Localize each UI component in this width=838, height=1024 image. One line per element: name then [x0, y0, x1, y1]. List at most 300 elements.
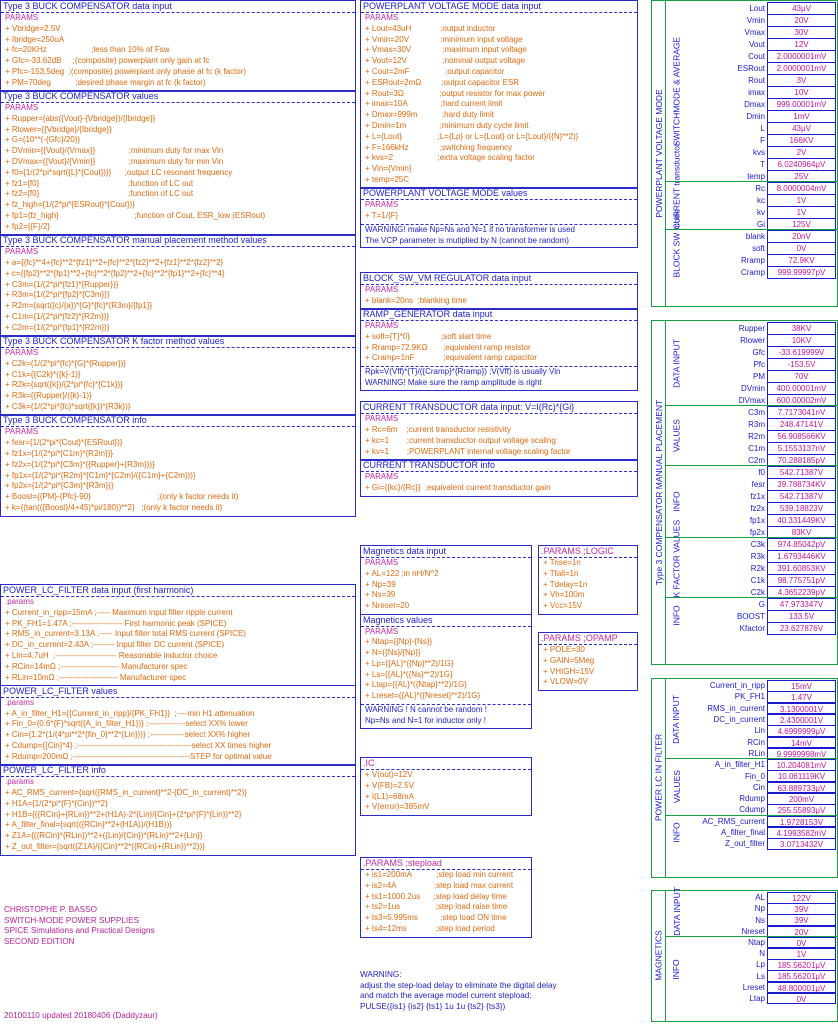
param-box [360, 308, 638, 391]
variable-label: Lout [749, 3, 765, 13]
variable-value: 391.60853KV [767, 562, 836, 575]
variable-value: 1.47V [767, 691, 836, 703]
param-line: + R2m={sqrt({c}/{a})*{G}*{fc}*{R3m}/{fp1}} [5, 301, 153, 311]
variable-label: R2k [750, 563, 765, 573]
param-box [0, 335, 356, 416]
param-line: + Tfall=1n [543, 568, 579, 578]
variable-value: 0V [767, 993, 836, 1005]
variable-label: R3k [750, 551, 765, 561]
param-line: + soft={T}*0} ;soft start time [365, 331, 492, 341]
param-line: + AL=122 ;in nH/N^2 [365, 568, 439, 578]
param-line: PARAMS [5, 427, 39, 437]
param-line: + ts4=12ms ;step load period [365, 923, 495, 933]
param-box-title: Type 3 BUCK COMPENSATOR data input [1, 1, 355, 13]
variable-value: 3.0713432V [767, 838, 836, 850]
param-line: + Boost={{PM}-{Pfc}-90} ;(only k factor needs it) [5, 492, 239, 502]
variable-value: 70.288185pV [767, 454, 836, 467]
variable-value: 2.4300001V [767, 714, 836, 726]
param-line: PARAMS [365, 285, 399, 294]
param-box-title: RAMP_GENERATOR data input [361, 309, 637, 321]
param-box [360, 272, 638, 310]
variable-label: RLin [748, 748, 765, 758]
group-label: VALUES [671, 770, 682, 804]
variable-label: AL [755, 893, 765, 903]
variable-value: 14mV [767, 737, 836, 749]
variable-label: Vmax [744, 27, 765, 37]
variable-value: 600.00002mV [767, 394, 836, 407]
param-line: PARAMS [5, 247, 39, 257]
param-line: + Vmax=30V ;maximum input voltage [365, 45, 527, 55]
variable-label: fp1x [749, 515, 765, 525]
param-box [360, 0, 638, 189]
panel-divider [665, 0, 666, 307]
variable-label: Rlower [740, 335, 765, 345]
param-line: + Dmin=1m ;minimum duty cycle limit [365, 120, 529, 130]
stepload-warning-text: adjust the step-load delay to eliminate the digital delay [360, 980, 557, 990]
variable-label: DVmax [738, 395, 765, 405]
variable-label: AC_RMS_current [702, 816, 765, 826]
variable-value: 15mV [767, 680, 836, 692]
variable-label: imax [748, 87, 765, 97]
variable-value: 400.00001mV [767, 382, 836, 395]
variable-value: 9.9999998mV [767, 748, 836, 760]
param-line: + C3m={1/(2*pi*{fz1}*{Rupper})} [5, 279, 119, 289]
variable-value: 2.0000001mV [767, 50, 836, 63]
variable-value: 7.7173041nV [767, 406, 836, 419]
param-line: + Cdump={{Cin}*4} ;-------------------------------------------select XX times higher [5, 741, 272, 751]
param-line: + DC_in_current=2.43A ;-------- Input filter DC current (SPICE) [5, 640, 225, 650]
param-line: + V(FB)=2.5V [365, 780, 414, 790]
variable-label: C3k [750, 539, 765, 549]
param-block [1, 103, 355, 235]
panel-divider [665, 890, 666, 1022]
group-label: BLOCK SW mode [671, 209, 682, 278]
param-line: + V(error)=385mV [365, 802, 430, 812]
param-line: + Fin_0={0.6*{F}*sqrt({A_in_filter_H1})} ;--------------select XX% lower [5, 719, 248, 729]
param-box-title: Type 3 BUCK COMPENSATOR manual placement method values [1, 235, 355, 247]
variable-value: 185.56201μV [767, 970, 836, 982]
stepload-warning-text: PULSE({is1} {is2} {ts1} 1u 1u {ts2} {ts3}) [360, 1001, 506, 1011]
variable-value: 39V [767, 903, 836, 915]
param-line: PARAMS [365, 200, 399, 210]
param-line: + temp=25C [365, 174, 410, 184]
variable-value: 2V [767, 146, 836, 159]
param-box-title: Type 3 BUCK COMPENSATOR info [1, 415, 355, 427]
variable-value: 25V [767, 170, 836, 183]
variable-label: A_in_filter_H1 [714, 760, 765, 770]
param-line: WARNING! Make sure the ramp amplitude is right [365, 378, 542, 388]
param-line: + k={(tan(({Boost}/4+45)*pi/180))**2} ;(only k factor needs it) [5, 502, 223, 512]
variable-value: 1.6793446KV [767, 550, 836, 563]
param-line: + Vout=12V ;nominal output voltage [365, 56, 526, 66]
variable-label: R2m [748, 431, 765, 441]
param-block [361, 472, 637, 496]
logic-params-box [538, 545, 638, 615]
panel-title: MAGNETICS [653, 930, 664, 981]
param-line: + fz2={f0} ;function of LC out [5, 189, 194, 199]
param-line: + fz1={f0} ;function of LC out [5, 178, 194, 188]
param-line: + C2k={1/(2*pi*{fc}*{G}*{Rupper})} [5, 358, 126, 368]
variable-value: 20V [767, 926, 836, 938]
variable-label: Z_out_filter [724, 839, 765, 849]
param-line: + blank=20ns ;blanking time [365, 295, 467, 305]
variable-value: 1mV [767, 110, 836, 123]
variable-label: PM [753, 371, 765, 381]
param-box-title: POWER_LC_FILTER info [1, 765, 355, 777]
param-line: .params [5, 777, 34, 787]
variable-value: 40.331449KV [767, 514, 836, 527]
param-box [0, 685, 356, 766]
footer-text: 20100110 updated 20180406 (Daddyzaur) [4, 1011, 158, 1020]
variable-value: 63.889733μV [767, 782, 836, 794]
param-block [361, 225, 637, 249]
variable-value: 0V [767, 937, 836, 949]
param-line: WARNING! make Np=Ns and N=1 if no transformer is used [365, 224, 575, 234]
param-line: + Z_out_filter={sqrt({Z1A}/({Cin}**2*({RCin}+{RLin})**2))} [5, 841, 205, 851]
param-line: PARAMS [365, 558, 399, 567]
variable-label: PK_FH1 [734, 692, 765, 702]
param-line: + H1B={({RCin}+{RLin})**2+(H1A)-2*{Lin}/{Cin}+(2*pi*{F}*{Lin})**2} [5, 809, 242, 819]
variable-label: fesr [751, 479, 765, 489]
variable-label: Current_in_ripp [709, 681, 765, 691]
variable-value: 56.908566KV [767, 430, 836, 443]
variable-label: Ns [755, 915, 765, 925]
variable-value: 4.1993582mV [767, 827, 836, 839]
param-line: + Ltap={{AL}*({Ntap}**2)/1G} [365, 680, 467, 690]
group-label: INFO [671, 959, 682, 981]
param-line: + fz_high={1/(2*pi*{ESRout}*{Cout})} [5, 200, 135, 210]
variable-label: DVmin [740, 383, 765, 393]
param-line: + kc=1 ;current transductor output voltage scaling [365, 435, 556, 445]
param-box-title: Type 3 BUCK COMPENSATOR values [1, 91, 355, 103]
param-box-title: POWER_LC_FILTER data input (first harmonic) [1, 585, 355, 597]
param-box-title: .PARAMS ;OPAMP [539, 633, 637, 645]
variable-value: 3V [767, 74, 836, 87]
stepload-warning-text: and match the average model current stepload: [360, 991, 532, 1001]
variable-value: 48.800001μV [767, 982, 836, 994]
variable-label: Rc [755, 183, 765, 193]
param-line: + VHIGH=15V [543, 666, 595, 676]
param-line: + RLin=10mΩ ;---------------------- Manufacturer spec [5, 672, 187, 682]
variable-label: T [760, 159, 765, 169]
param-line: + V(out)=12V [365, 770, 413, 779]
panel-title: POWER LC IN FILTER [653, 733, 664, 822]
variable-label: Rdump [739, 794, 765, 804]
group-label: CURRENT transductor [671, 143, 682, 230]
param-line: Rpk=V(Vff)*{T}/({Cramp}*{Rramp}) ;V(Vff) is usually Vin [365, 367, 561, 377]
variable-label: C1k [750, 575, 765, 585]
param-line: + L={Lout} ;L={Lp} or L={Lout} or L={Lout}/({N}**2)} [365, 131, 579, 141]
param-line: + DVmin={{Vout}/{Vmax}} ;minimum duty for max Vin [5, 146, 224, 156]
variable-value: 43μV [767, 2, 836, 15]
param-line: PARAMS [5, 13, 39, 22]
param-line: + Pfc=-153.5deg ;(composite) powerplant only phase at fc (k factor) [5, 66, 247, 76]
param-line: + POLE=30 [543, 645, 585, 654]
param-line: + R3m={1/(2*pi*{fp2}*{C3m})} [5, 290, 110, 300]
param-line: + ts2=1us ;step load raise time [365, 902, 508, 912]
variable-label: Cout [748, 51, 765, 61]
param-block [361, 321, 637, 367]
param-line: .params [5, 597, 34, 606]
variable-label: Ls [756, 971, 765, 981]
variable-value: 999.00001mV [767, 98, 836, 111]
param-line: + Cramp=1nF ;equivalent ramp capacitor [365, 353, 538, 363]
param-line: + A_in_filter_H1={{Current_in_ripp}/{PK_FH1}} ;----min H1 attenuation [5, 708, 255, 718]
variable-value: 133.5V [767, 610, 836, 623]
variable-value: 542.71387V [767, 466, 836, 479]
param-line: + Vcc=15V [543, 601, 583, 611]
param-line: PARAMS [365, 13, 399, 22]
param-line: + Rc=6m ;current transductor resistivity [365, 425, 511, 435]
group-label: SWITCHMODE & AVERAGE [671, 36, 682, 147]
variable-label: Cin [752, 782, 765, 792]
param-line: + C1k={{C2k}*({k}-1)} [5, 369, 81, 379]
variable-value: 47.973347V [767, 598, 836, 611]
variable-label: Gi [757, 219, 765, 229]
variable-label: Pfc [753, 359, 765, 369]
param-block [1, 13, 355, 91]
variable-label: C2m [748, 455, 765, 465]
stepload-warning-text: WARNING: [360, 970, 402, 979]
param-line: + Cout=2mF ;output capacitor [365, 66, 505, 76]
param-line: + T=1/{F} [365, 211, 399, 221]
variable-label: fz1x [750, 491, 765, 501]
variable-label: C3m [748, 407, 765, 417]
variable-label: G [758, 599, 765, 609]
variable-value: 39V [767, 914, 836, 926]
param-line: PARAMS [365, 321, 399, 331]
param-line: + ts1=1000.2us ;step load delay time [365, 891, 507, 901]
param-line: + Tdelay=1n [543, 579, 588, 589]
param-box-title: CURRENT TRANSDUCTOR info [361, 460, 637, 472]
param-box [360, 614, 532, 729]
param-line: + A_filter_final={sqrt(({RCin}**2+(H1A))/(H1B))} [5, 820, 172, 830]
param-line: + is1=200mA ;step load min current [365, 870, 514, 879]
param-line: + C2m={1/(2*pi*{fp1}*{R2m})} [5, 322, 110, 332]
variable-value: 12V [767, 38, 836, 51]
variable-value: 20nV [767, 230, 836, 243]
variable-value: 4.6999999μV [767, 725, 836, 737]
variable-label: F [760, 135, 765, 145]
variable-label: RMS_in_current [707, 703, 765, 713]
variable-value: 39.788734KV [767, 478, 836, 491]
group-label: K FACTOR VALUES [671, 519, 682, 598]
param-line: + Nreset=20 [365, 601, 410, 611]
param-line: + PM=70deg ;desired phase margin at fc (k factor) [5, 77, 206, 87]
param-line: WARNING ! N cannot be random ! [365, 705, 487, 715]
param-line: The VCP parameter is mutiplied by N (cannot be random) [365, 235, 569, 245]
variable-value: 1.9728153V [767, 816, 836, 828]
variable-value: 98.775751pV [767, 574, 836, 587]
variable-label: ESRout [737, 63, 765, 73]
param-line: PARAMS [365, 414, 399, 424]
param-box [0, 0, 356, 92]
param-line: + fp2={{F}/2} [5, 221, 50, 231]
variable-value: 30V [767, 26, 836, 39]
variable-label: Lreset [742, 982, 765, 992]
param-block [1, 348, 355, 415]
variable-value: 43μV [767, 122, 836, 135]
param-line: + N={{Ns}/{Np}} [365, 648, 421, 658]
variable-label: C1m [748, 443, 765, 453]
variable-label: C2k [750, 587, 765, 597]
param-box [0, 764, 356, 856]
ic-params-box [360, 757, 532, 816]
group-label: DATA INPUT [671, 339, 682, 388]
group-label: DATA INPUT [671, 694, 682, 744]
param-line: + Rdump=200mΩ ;--------------------------------------------STEP for optimal value [5, 751, 272, 761]
param-line: + Dmax=999m ;hard duty limit [365, 110, 494, 120]
param-box [0, 234, 356, 336]
variable-label: BOOST [736, 611, 765, 621]
param-block [361, 414, 637, 459]
variable-label: Cdump [739, 805, 765, 815]
variable-value: -33.619999V [767, 346, 836, 359]
variable-label: Np [754, 904, 765, 914]
param-line: PARAMS [365, 626, 399, 636]
param-line: + Lout=43uH ;output inductor [365, 23, 496, 33]
param-line: + fz1x={1/(2*pi*{C1m}*{R2m})} [5, 448, 114, 458]
variable-value: 10.204081mV [767, 759, 836, 771]
variable-label: L [760, 123, 765, 133]
param-line: + a={{fc}**4+{fc}**2*{fz1}**2+{fc}**2*{fz2}**2+{fz1}**2*{fz2}**2} [5, 257, 224, 267]
variable-value: 10.061119KV [767, 770, 836, 782]
param-line: + DVmax={{Vout}/{Vmin}} ;maximum duty for min Vin [5, 157, 224, 167]
variable-label: f0 [758, 467, 765, 477]
variable-value: 999.99997pV [767, 266, 836, 279]
variable-value: 10KV [767, 334, 836, 347]
param-line: + Ns=39 [365, 590, 396, 600]
param-block [361, 285, 637, 309]
param-line: + Vmin=20V ;minimum input voltage [365, 34, 523, 44]
variable-label: Ltap [749, 993, 765, 1003]
variable-label: N [759, 949, 765, 959]
param-block [361, 627, 531, 706]
param-block [1, 777, 355, 855]
variable-value: 539.18823V [767, 502, 836, 515]
param-line: + GAIN=5Meg [543, 655, 595, 665]
variable-label: temp [747, 171, 765, 181]
param-line: + fc=20KHz ;less than 10% of Fsw [5, 45, 170, 55]
variable-label: Dmax [744, 99, 765, 109]
variable-value: 10V [767, 86, 836, 99]
variable-label: DC_in_current [713, 715, 765, 725]
variable-label: kc [757, 195, 765, 205]
panel-title: POWERPLANT VOLTAGE MODE [653, 88, 664, 218]
variable-value: 542.71387V [767, 490, 836, 503]
variable-value: -153.5V [767, 358, 836, 371]
variable-label: soft [752, 243, 765, 253]
variable-label: Gfc [752, 347, 765, 357]
stepload-params-box [360, 857, 532, 938]
param-line: + Z1A={({RCin}*{RLin})**2+({Lin}/{Cin})*{RLin}**2+{Lin}} [5, 831, 203, 841]
author-text: CHRISTOPHE P. BASSO [4, 905, 97, 914]
param-box [0, 414, 356, 516]
variable-value: 6.0240964μV [767, 158, 836, 171]
param-box [360, 545, 532, 615]
param-line: + Ibridge=250uA [5, 34, 65, 44]
param-line: + G={10**(-{Gfc}/20)} [5, 135, 81, 145]
variable-value: 122V [767, 892, 836, 904]
param-box-title: .IC [361, 758, 531, 770]
variable-label: RCin [747, 737, 765, 747]
param-line: + Gi={{kc}/{Rc}} ;equivalent current transductor gain [365, 482, 551, 492]
variable-value: 1V [767, 948, 836, 960]
variable-value: 1V [767, 206, 836, 219]
variable-value: 200mV [767, 793, 836, 805]
variable-label: Nreset [741, 926, 765, 936]
param-box-title: POWERPLANT VOLTAGE MODE values [361, 188, 637, 200]
param-block [1, 247, 355, 335]
author-text: SPICE Simulations and Practical Designs [4, 926, 155, 936]
param-line: + Rlower={{Vbridge}/{Ibridge}} [5, 124, 112, 134]
param-line: + I(L1)=68mA [365, 791, 414, 801]
param-line: + Rout=3Ω ;output resistor for max power [365, 88, 546, 98]
param-line: + VLOW=0V [543, 677, 588, 687]
param-box-title: .PARAMS ;LOGIC [539, 546, 637, 558]
variable-label: Lp [756, 960, 765, 970]
param-line: + Vh=100m [543, 590, 585, 600]
param-line: + Lp={{AL}*({Np}**2)/1G} [365, 658, 454, 668]
param-line: + Ls={{AL}*({Ns}**2)/1G} [365, 669, 453, 679]
param-line: PARAMS [5, 103, 39, 113]
param-line: + C3k={1/(2*pi*{fc}*sqrt({k})*{R3k})} [5, 402, 131, 412]
param-line: + Cin={1.2*(1/(4*pi**2*{fin_0}**2*{Lin}))} ;-------------select XX% higher [5, 730, 250, 740]
param-line: PARAMS [365, 472, 399, 482]
param-box [0, 584, 356, 686]
param-line: + fz2x={1/(2*pi*{C3m}*({Rupper}+{R3m}))} [5, 459, 155, 469]
param-line: + PK_FH1=1.47A ;------------------- First harmonic peak (SPICE) [5, 618, 227, 628]
param-box-title: BLOCK_SW_VM REGULATOR data input [361, 273, 637, 285]
variable-value: 2.0000001mV [767, 62, 836, 75]
param-line: Np=Ns and N=1 for inductor only ! [365, 715, 486, 725]
variable-label: Cramp [740, 267, 765, 277]
group-label: INFO [671, 605, 682, 626]
variable-label: Vmin [746, 15, 765, 25]
variable-value: 166KV [767, 134, 836, 147]
param-line: + Trise=1n [543, 558, 581, 567]
param-line: + ESRout=2mΩ ;output capacitor ESR [365, 77, 520, 87]
variable-label: Rout [748, 75, 765, 85]
variable-value: 974.85042pV [767, 538, 836, 551]
param-line: + ts3=5.995ms ;step load ON time [365, 913, 507, 923]
variable-label: Vout [748, 39, 765, 49]
variable-label: blank [745, 231, 765, 241]
param-line: + Current_in_ripp=15mA ;----- Maximum input filter ripple current [5, 607, 233, 617]
param-box-title: Magnetics data input [361, 546, 531, 558]
param-line: + Vin={Vmin} [365, 164, 412, 174]
group-label: INFO [671, 491, 682, 512]
param-line: + Vbridge=2.5V [5, 23, 61, 33]
param-box [0, 90, 356, 236]
param-box-title: CURRENT TRANSDUCTOR data input: V=I(Rc)*{Gi} [361, 402, 637, 414]
variable-label: Lin [754, 726, 765, 736]
param-line: PARAMS [5, 348, 39, 358]
variable-value: 38KV [767, 322, 836, 335]
param-line: + Ntap={{Np}-{Ns}} [365, 637, 433, 647]
variable-value: 70V [767, 370, 836, 383]
variable-value: 3.1300001V [767, 703, 836, 715]
param-line: + RCin=14mΩ ;---------------------- Manufacturer spec [5, 661, 188, 671]
param-box-title: .PARAMS ;stepload [361, 858, 531, 870]
param-block [361, 367, 637, 391]
param-block [1, 698, 355, 765]
param-block [361, 13, 637, 188]
panel-divider [665, 678, 666, 878]
param-block [361, 705, 531, 729]
param-line: + Lreset={{AL}*({Nreset}**2)/1G} [365, 691, 481, 701]
param-box [360, 187, 638, 248]
